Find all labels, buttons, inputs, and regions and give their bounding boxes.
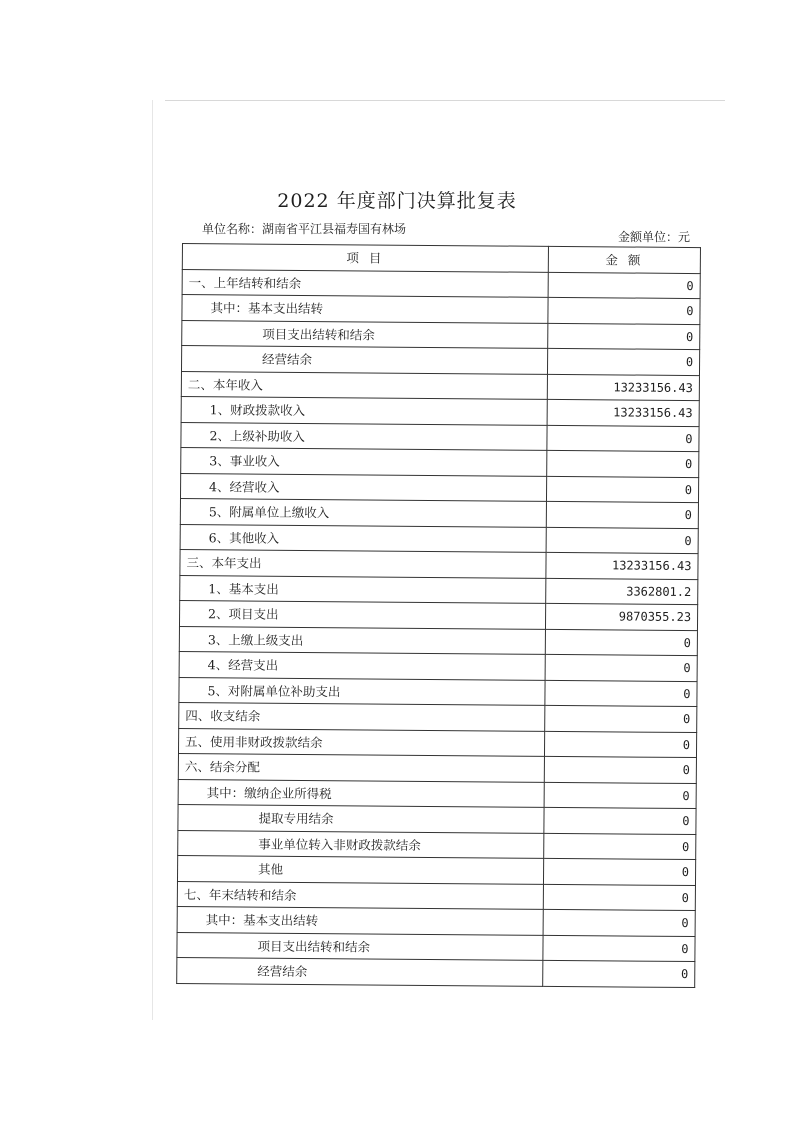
- row-label: 经营结余: [181, 346, 547, 374]
- row-label: 项目支出结转和结余: [182, 320, 548, 348]
- row-amount: 9870355.23: [545, 603, 697, 630]
- row-label: 事业单位转入非财政拨款结余: [178, 830, 544, 858]
- row-amount: 0: [545, 629, 697, 656]
- row-label: 四、收支结余: [179, 702, 545, 730]
- row-label: 其中：基本支出结转: [177, 906, 543, 934]
- row-label: 其中：基本支出结转: [182, 295, 548, 323]
- row-amount: 0: [543, 884, 695, 911]
- scan-edge-top: [165, 100, 725, 101]
- row-amount: 0: [547, 425, 699, 452]
- row-amount: 0: [544, 731, 696, 758]
- row-label: 其他: [177, 855, 543, 883]
- row-label: 1、财政拨款收入: [181, 396, 547, 424]
- row-amount: 0: [546, 476, 698, 503]
- row-label: 五、使用非财政拨款结余: [178, 728, 544, 756]
- row-amount: 0: [547, 348, 699, 375]
- row-label: 4、经营支出: [179, 651, 545, 679]
- row-label: 二、本年收入: [181, 371, 547, 399]
- final-accounts-table: [176, 243, 701, 988]
- row-label: 七、年末结转和结余: [177, 881, 543, 909]
- row-label: 5、对附属单位补助支出: [179, 677, 545, 705]
- row-amount: 3362801.2: [546, 578, 698, 605]
- row-label: 3、上缴上级支出: [179, 626, 545, 654]
- row-label: 三、本年支出: [180, 549, 546, 577]
- page-title: 2022 年度部门决算批复表: [277, 190, 517, 212]
- row-label: 一、上年结转和结余: [182, 269, 548, 297]
- row-amount: 0: [544, 782, 696, 809]
- row-amount: 0: [543, 960, 695, 987]
- column-header-item: 项 目: [182, 244, 548, 272]
- row-amount: 0: [544, 756, 696, 783]
- row-label: 提取专用结余: [178, 804, 544, 832]
- row-amount: 0: [547, 450, 699, 477]
- row-amount: 0: [543, 858, 695, 885]
- row-amount: 0: [543, 935, 695, 962]
- row-amount: 13233156.43: [547, 399, 699, 426]
- row-label: 4、经营收入: [180, 473, 546, 501]
- row-amount: 0: [545, 654, 697, 681]
- row-amount: 0: [545, 705, 697, 732]
- row-amount: 0: [546, 527, 698, 554]
- row-label: 3、事业收入: [181, 447, 547, 475]
- row-amount: 13233156.43: [547, 374, 699, 401]
- row-amount: 0: [548, 297, 700, 324]
- row-label: 1、基本支出: [180, 575, 546, 603]
- row-amount: 0: [546, 501, 698, 528]
- row-amount: 13233156.43: [546, 552, 698, 579]
- row-amount: 0: [548, 323, 700, 350]
- table-body: [177, 269, 701, 987]
- amount-unit: 金额单位：元: [618, 230, 691, 244]
- row-amount: 0: [543, 909, 695, 936]
- row-label: 经营结余: [177, 957, 543, 985]
- row-amount: 0: [544, 833, 696, 860]
- row-amount: 0: [548, 272, 700, 299]
- unit-name: 单位名称：湖南省平江县福寿国有林场: [202, 222, 407, 236]
- row-label: 5、附属单位上缴收入: [180, 498, 546, 526]
- row-amount: 0: [545, 680, 697, 707]
- row-label: 6、其他收入: [180, 524, 546, 552]
- row-label: 六、结余分配: [178, 753, 544, 781]
- row-label: 2、项目支出: [179, 600, 545, 628]
- row-amount: 0: [544, 807, 696, 834]
- scan-edge-left: [152, 100, 153, 1020]
- row-label: 项目支出结转和结余: [177, 932, 543, 960]
- column-header-amount: 金 额: [548, 246, 700, 273]
- row-label: 其中：缴纳企业所得税: [178, 779, 544, 807]
- table-row: [177, 957, 695, 987]
- row-label: 2、上级补助收入: [181, 422, 547, 450]
